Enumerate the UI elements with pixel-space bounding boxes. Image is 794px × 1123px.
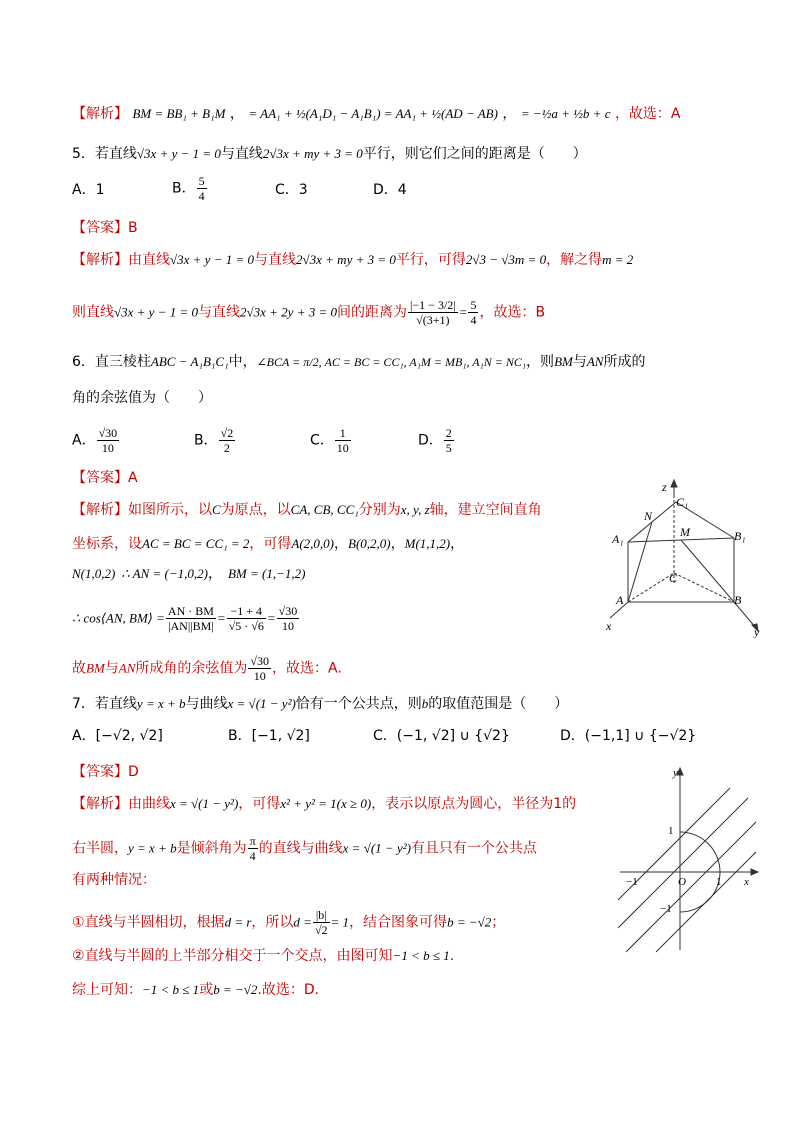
fraction: $\frac{5}{4}$	[198, 174, 205, 203]
fig-label: A	[616, 593, 624, 607]
fig-label: C	[669, 571, 678, 585]
q6-analysis-1: 【解析】如图所示，以C为原点，以CA, CB, CC₁分别为x, y, z轴，建立空间直角	[72, 502, 542, 518]
semicircle-figure	[616, 764, 764, 954]
segment-BM	[681, 540, 734, 602]
fig-label: x	[606, 619, 612, 633]
q5-option-b	[172, 174, 208, 203]
fraction: $\frac{5}{4}$	[470, 298, 477, 327]
q6-stem-line2: 角的余弦值为（ ）	[72, 390, 212, 406]
fig-label: N	[644, 509, 653, 523]
q5-option-a: A．1	[72, 182, 105, 198]
answer-label: 【答案】	[72, 220, 128, 236]
q6-cos-line: ∴ cos⟨AN, BM⟩ = $\frac{AN \cdot BM}{|AN||BM|}$ = $\frac{-1 + 4}{√5 \cdot √6}$ = $\frac{√30}{10}$	[72, 604, 298, 633]
q7-analysis-3: 有两种情况：	[72, 872, 156, 888]
edge-CB	[674, 573, 734, 602]
q5-analysis-2: 则直线√3x + y − 1 = 0与直线2√3x + 2y + 3 = 0间的距离为 $\frac{|-1 - 3/2|}{√(3+1)}$ = $\frac{5}{4}$ ，故选：B	[72, 298, 546, 327]
stem-text: 平行，则它们之间的距离是（ ）	[362, 146, 587, 162]
q5-stem	[72, 144, 587, 164]
math-expr: = AA₁ + ½(A₁D₁ − A₁B₁) = AA₁ + ½(AD − AB)	[248, 106, 498, 121]
q7-option-a: A．[−√2, √2]	[72, 728, 163, 744]
line-b-1	[618, 798, 748, 928]
q7-answer: 【答案】D	[72, 764, 139, 780]
y-arrow	[677, 768, 683, 775]
q5-analysis-1: 【解析】由直线√3x + y − 1 = 0与直线2√3x + my + 3 = 0平行，可得2√3 − √3m = 0，解之得m = 2	[72, 252, 634, 268]
option-label: B．	[172, 180, 196, 197]
fig-label: B	[734, 593, 742, 607]
q6-answer: 【答案】A	[72, 470, 138, 486]
fig-label: y	[673, 767, 678, 779]
q6-stem: 6．直三棱柱ABC − A₁B₁C₁中，∠BCA = π/2, AC = BC = CC₁, A₁M = MB₁, A₁N = NC₁，则BM与AN所成的	[72, 354, 646, 370]
q5-answer	[72, 218, 138, 238]
math-expr: 2√3x + my + 3 = 0	[262, 146, 363, 161]
fig-label: O	[678, 876, 686, 888]
fraction: $\frac{|-1 - 3/2|}{√(3+1)}$	[410, 298, 456, 327]
fig-label: 1	[716, 876, 722, 888]
q6-conclusion: 故BM与AN所成角的余弦值为 $\frac{√30}{10}$ ，故选：A.	[72, 654, 342, 683]
line-b-mid	[626, 822, 756, 952]
q7-stem: 7．若直线y = x + b与曲线x = √(1 − y²)恰有一个公共点，则b的取值范围是（ ）	[72, 696, 569, 712]
prev-analysis-line: 【解析】 BM = BB₁ + B₁M ， = AA₁ + ½(A₁D₁ − A₁B₁) = AA₁ + ½(AD − AB) ， = −½a + ½b + c ，故选：A	[72, 106, 681, 122]
math-expr: BM = BB₁ + B₁M	[132, 106, 226, 121]
q7-conclusion: 综上可知：−1 < b ≤ 1或b = −√2.故选：D.	[72, 982, 320, 998]
q7-analysis-1: 【解析】由曲线x = √(1 − y²)，可得x² + y² = 1(x ≥ 0)，表示以原点为圆心，半径为1的	[72, 796, 577, 812]
q6-option-b: B． $\frac{√2}{2}$	[194, 426, 234, 455]
segment-AN	[628, 522, 652, 602]
q5-option-c: C．3	[275, 182, 308, 198]
q7-option-c: C．(−1, √2] ∪ {√2}	[373, 728, 510, 744]
math-expr: √3x + y − 1 = 0	[136, 146, 221, 161]
q6-option-c: C． $\frac{1}{10}$	[310, 426, 349, 455]
line-b-neg-sqrt2	[656, 852, 756, 952]
fig-label: B₁	[734, 529, 746, 543]
choice-text: ，故选：A	[614, 106, 681, 122]
prism-figure	[596, 478, 771, 638]
q7-case2: ②直线与半圆的上半部分相交于一个交点，由图可知−1 < b ≤ 1.	[72, 948, 455, 964]
fig-label: 1	[668, 825, 674, 837]
fig-label: z	[662, 480, 667, 494]
stem-text: 与直线	[220, 146, 263, 162]
q7-option-b: B．[−1, √2]	[228, 728, 310, 744]
q7-case1: ①直线与半圆相切，根据d = r，所以d = $\frac{|b|}{√2}$ = 1，结合图象可得b = −√2；	[72, 908, 506, 937]
fig-label: −1	[626, 876, 638, 888]
fig-label: −1	[660, 903, 672, 915]
q6-option-d: D． $\frac{2}{5}$	[418, 426, 452, 455]
fig-label: M	[680, 525, 690, 539]
fig-label: C₁	[676, 495, 689, 509]
x-arrow	[751, 869, 758, 875]
q7-option-d: D．(−1,1] ∪ {−√2}	[560, 728, 697, 744]
answer-value: B	[128, 220, 138, 236]
q7-analysis-2: 右半圆，y = x + b是倾斜角为 $\frac{\pi}{4}$ 的直线与曲线x = √(1 − y²)有且只有一个公共点	[72, 834, 537, 863]
stem-text: 5．若直线	[72, 146, 137, 162]
q6-analysis-2: 坐标系，设AC = BC = CC₁ = 2，可得A(2,0,0)，B(0,2,0)，M(1,1,2)，	[72, 536, 465, 552]
fig-label: A₁	[612, 532, 624, 546]
q6-option-a: A． $\frac{√30}{10}$	[72, 426, 118, 455]
fig-label: x	[744, 876, 749, 888]
z-arrow	[671, 480, 677, 487]
analysis-label: 【解析】	[72, 106, 128, 122]
math-expr: = −½a + ½b + c	[520, 106, 611, 121]
fig-label: y	[754, 625, 760, 638]
analysis-label: 【解析】	[72, 252, 128, 268]
q6-analysis-3: N(1,0,2) ∴ AN = (−1,0,2)， BM = (1,−1,2)	[72, 566, 306, 582]
q5-option-d: D．4	[373, 182, 407, 198]
